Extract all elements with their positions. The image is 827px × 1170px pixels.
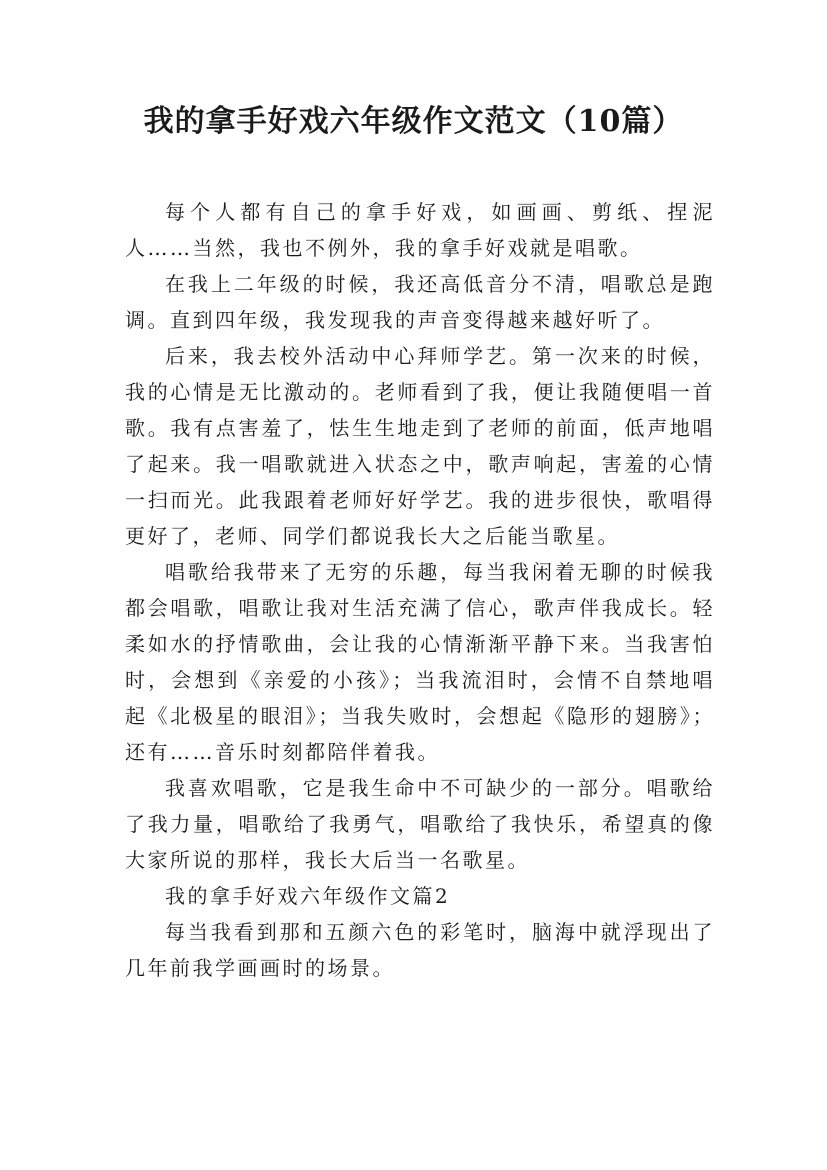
section-heading-essay-2: 我的拿手好戏六年级作文篇2 — [165, 884, 451, 908]
paragraph-2: 在我上二年级的时候，我还高低音分不清，唱歌总是跑调。直到四年级，我发现我的声音变得越来越好听了。 — [125, 272, 715, 332]
document-title: 我的拿手好戏六年级作文范文（10篇） — [143, 104, 684, 139]
paragraph-5: 我喜欢唱歌，它是我生命中不可缺少的一部分。唱歌给了我力量，唱歌给了我勇气，唱歌给了我快乐，希望真的像大家所说的那样，我长大后当一名歌星。 — [125, 776, 715, 872]
paragraph-6: 每当我看到那和五颜六色的彩笔时，脑海中就浮现出了几年前我学画画时的场景。 — [125, 920, 715, 980]
paragraph-3: 后来，我去校外活动中心拜师学艺。第一次来的时候，我的心情是无比激动的。老师看到了我，便让我随便唱一首歌。我有点害羞了，怯生生地走到了老师的前面，低声地唱了起来。我一唱歌就进入状态之中，歌声响起，害羞的心情一扫而光。此我跟着老师好好学艺。我的进步很快，歌唱得更好了，老师、同学们都说我长大之后能当歌星。 — [125, 344, 715, 548]
paragraph-4: 唱歌给我带来了无穷的乐趣，每当我闲着无聊的时候我都会唱歌，唱歌让我对生活充满了信心，歌声伴我成长。轻柔如水的抒情歌曲，会让我的心情渐渐平静下来。当我害怕时，会想到《亲爱的小孩》；当我流泪时，会情不自禁地唱起《北极星的眼泪》；当我失败时，会想起《隐形的翅膀》；还有……音乐时刻都陪伴着我。 — [125, 560, 715, 764]
paragraph-1: 每个人都有自己的拿手好戏，如画画、剪纸、捏泥人……当然，我也不例外，我的拿手好戏就是唱歌。 — [125, 200, 715, 260]
document-body — [125, 194, 715, 986]
